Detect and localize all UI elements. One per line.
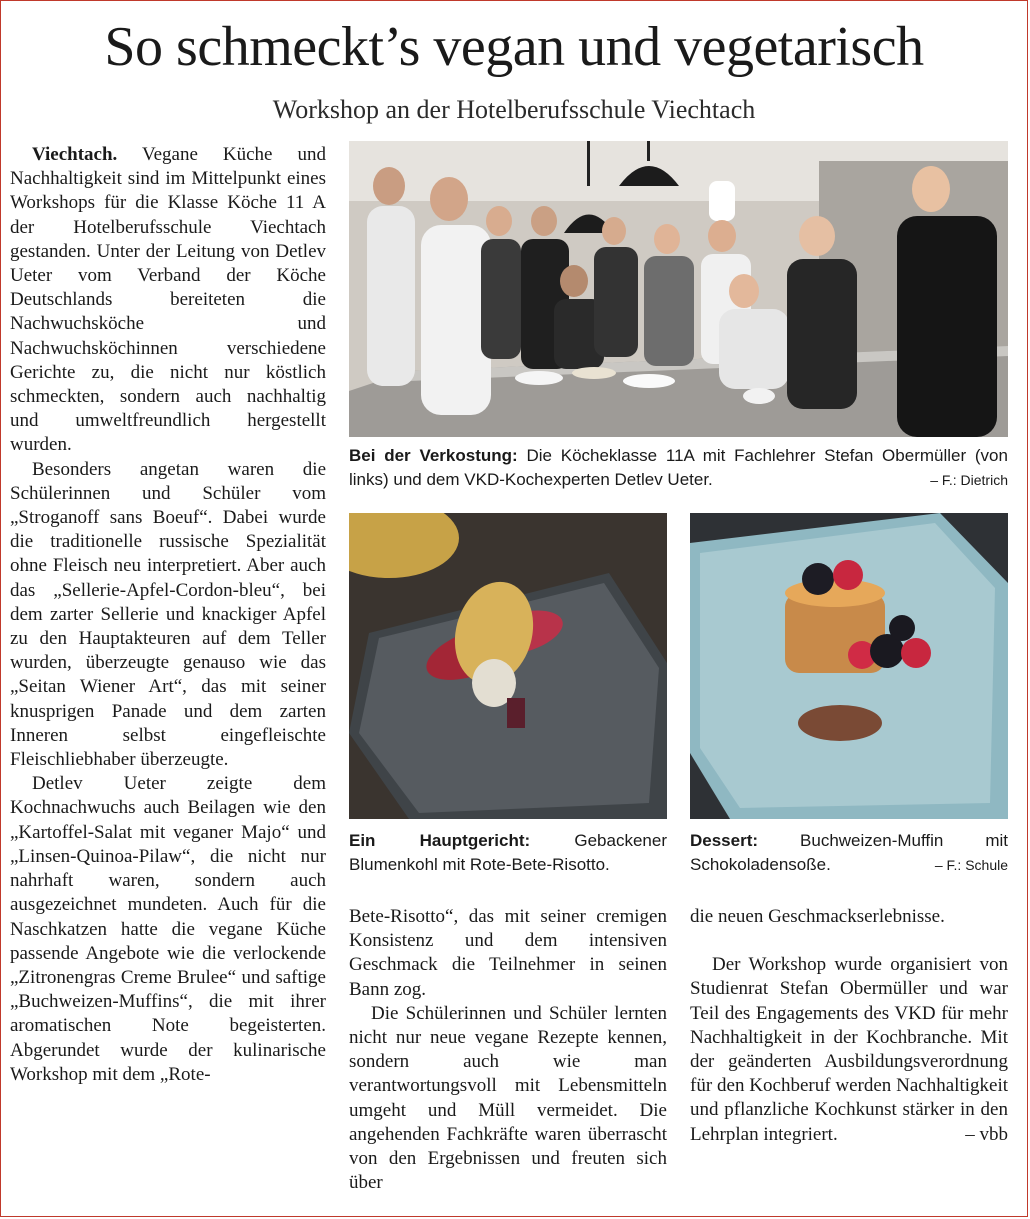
article-column-3 — [690, 905, 1008, 1147]
caption-lead: Bei der Verkostung: — [349, 446, 518, 465]
caption-text: Die Köcheklasse 11A mit Fachlehrer Stefan Obermüller (von links) und dem VKD-Kochexperten Detlev Ueter. — [349, 446, 1008, 489]
caption-text: Gebackener Blumenkohl mit Rote-Bete-Risotto. — [349, 831, 667, 874]
dessert-illustration — [690, 513, 1008, 819]
article-paragraph: Bete-Risotto“, das mit seiner cremigen Konsistenz und dem intensiven Geschmack die Teilnehmer in seinen Bann zog. — [349, 906, 667, 1000]
main-dish-illustration — [349, 513, 667, 819]
article-paragraph: die neuen Geschmackserlebnisse. — [690, 906, 945, 927]
author-signature: – vbb — [965, 1123, 1008, 1145]
article-paragraph — [10, 143, 326, 458]
paragraph-text: Vegane Küche und Nachhaltigkeit sind im Mittelpunkt eines Workshops für die Klasse Köche 11 A der Hotelberufsschule Viechtach gestanden. Unter der Leitung von Detlev Ueter vom Verband der Köche Deutschlands bereiteten die Nachwuchsköche und Nachwuchsköchinnen verschiedene Gerichte zu, die nicht nur köstlich schmeckten, sondern auch nachhaltig und umweltfreundlich hergestellt wurden. — [10, 144, 326, 456]
group-photo-kitchen — [349, 141, 1008, 437]
article-paragraph — [690, 953, 1008, 1147]
paragraph-text: Der Workshop wurde organisiert von Studienrat Stefan Obermüller und war Teil des Engagements des VKD für mehr Nachhaltigkeit in der Kochbranche. Mit der geänderten Ausbildungsverordnung für den Kochberuf werden Nachhaltigkeit und pflanzliche Kochkunst stärker in den Lehrplan integriert. — [690, 954, 1008, 1145]
headline: So schmeckt’s vegan und vegetarisch — [104, 16, 924, 78]
caption-text: Buchweizen-Muffin mit Schokoladensoße. — [690, 831, 1008, 874]
article-column-2 — [349, 905, 667, 1195]
article-paragraph: Die Schülerinnen und Schüler lernten nicht nur neue vegane Rezepte kennen, sondern auch wie man verantwortungsvoll mit Lebensmitteln umgeht und Müll vermeidet. Die angehenden Fachkräfte waren überrascht von den Ergebnissen und freuten sich über — [349, 1002, 667, 1194]
caption-lead: Ein Hauptgericht: — [349, 831, 531, 850]
main-dish-photo — [349, 513, 667, 819]
photo-credit: – F.: Schule — [934, 857, 1008, 873]
caption-main-photo — [349, 444, 1008, 492]
caption-lead: Dessert: — [690, 831, 759, 850]
article-column-1 — [10, 143, 326, 1087]
article-paragraph: Besonders angetan waren die Schülerinnen und Schüler vom „Stroganoff sans Boeuf“. Dabei wurde die traditionelle russische Spezialität ohne Fleisch neu interpretiert. Aber auch das „Sellerie-Apfel-Cordon-bleu“, bei dem zarter Sellerie und knackiger Apfel zu den Hauptakteuren auf dem Teller wurden, überzeugte genauso wie das „Seitan Wiener Art“, das mit seiner knusprigen Panade und dem zarten Inneren selbst eingefleischte Fleischliebhaber überzeugte. — [10, 458, 326, 771]
article-paragraph: Detlev Ueter zeigte dem Kochnachwuchs auch Beilagen wie den „Kartoffel-Salat mit veganer Majo“ und „Linsen-Quinoa-Pilaw“, die nicht nur nahrhaft waren, sondern auch ausgezeichnet mundeten. Auch für die Naschkatzen hatte die vegane Küche passende Angebote wie die verlockende „Zitronengras Creme Brulee“ und saftige „Buchweizen-Muffins“, die mit ihrer aromatischen Note begeisterten. Abgerundet wurde der kulinarische Workshop mit dem „Rote- — [10, 773, 326, 1085]
dateline: Viechtach. — [32, 144, 118, 165]
dessert-photo — [690, 513, 1008, 819]
photo-credit: – F.: Dietrich — [930, 472, 1008, 488]
caption-dessert — [690, 829, 1008, 877]
group-photo-illustration — [349, 141, 1008, 437]
caption-main-dish — [349, 829, 667, 877]
subheadline: Workshop an der Hotelberufsschule Viechtach — [272, 95, 756, 124]
